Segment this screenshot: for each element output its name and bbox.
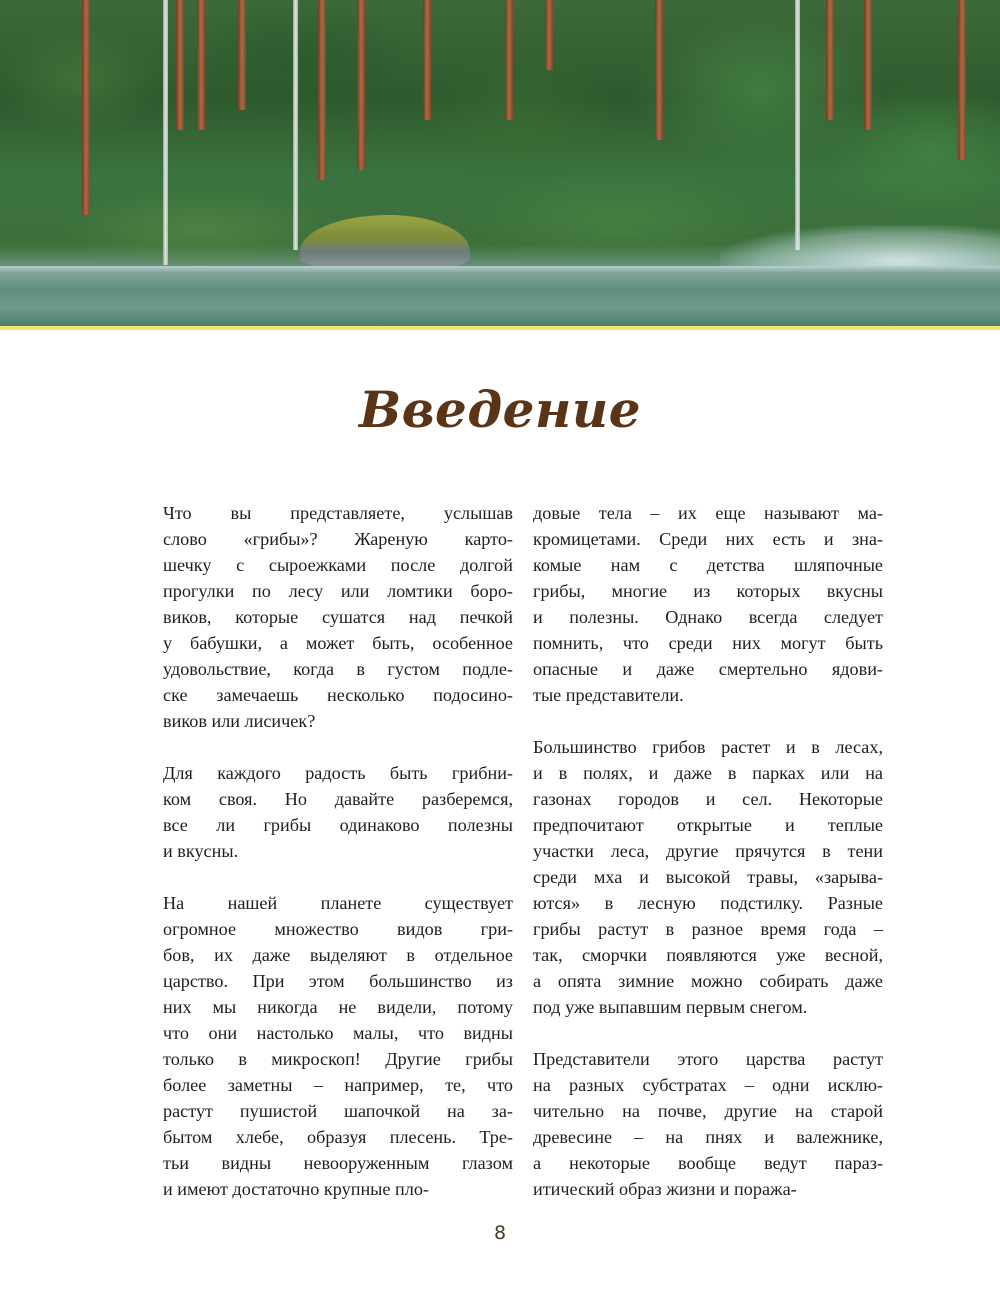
pine-trunk <box>864 0 872 130</box>
text-line: что они настолько малы, что видны <box>163 1023 513 1043</box>
paragraph <box>533 734 883 1020</box>
text-column-left <box>163 500 513 1228</box>
text-line: бов, их даже выделяют в отдельное <box>163 945 513 965</box>
birch-trunk <box>293 0 298 250</box>
text-line: довые тела – их еще называют ма- <box>533 503 883 523</box>
text-line: виков или лисичек? <box>163 711 316 731</box>
birch-trunk <box>795 0 800 250</box>
pine-trunk <box>176 0 184 130</box>
pine-trunk <box>958 0 966 160</box>
pine-trunk <box>197 0 205 130</box>
pine-trunk <box>826 0 834 120</box>
text-line: растут пушистой шапочкой на за- <box>163 1101 513 1121</box>
text-line: все ли грибы одинаково полезны <box>163 815 513 835</box>
text-line: них мы никогда не видели, потому <box>163 997 513 1017</box>
pine-trunk <box>238 0 246 110</box>
text-line: Что вы представляете, услышав <box>163 503 513 523</box>
text-line: на разных субстратах – одни исклю- <box>533 1075 883 1095</box>
text-line: только в микроскоп! Другие грибы <box>163 1049 513 1069</box>
forest-lake-banner-image <box>0 0 1000 326</box>
text-line: а опята зимние можно собирать даже <box>533 971 883 991</box>
text-line: более заметны – например, те, что <box>163 1075 513 1095</box>
paragraph <box>533 1046 883 1202</box>
paragraph <box>163 890 513 1202</box>
pine-trunk <box>357 0 365 170</box>
text-line: ске замечаешь несколько подосино- <box>163 685 513 705</box>
text-line: ком своя. Но давайте разберемся, <box>163 789 513 809</box>
text-line: среди мха и высокой травы, «зарыва- <box>533 867 883 887</box>
text-line: шечку с сыроежками после долгой <box>163 555 513 575</box>
text-line: опасные и даже смертельно ядови- <box>533 659 883 679</box>
text-line: На нашей планете существует <box>163 893 513 913</box>
lake-water <box>0 266 1000 326</box>
text-line: кромицетами. Среди них есть и зна- <box>533 529 883 549</box>
text-line: Большинство грибов растет и в лесах, <box>533 737 883 757</box>
text-line: итический образ жизни и поража- <box>533 1179 797 1199</box>
text-line: и полезны. Однако всегда следует <box>533 607 883 627</box>
text-line: древесине – на пнях и валежнике, <box>533 1127 883 1147</box>
pine-trunk <box>82 0 90 215</box>
chapter-title: Введение <box>358 380 642 439</box>
text-line: царство. При этом большинство из <box>163 971 513 991</box>
text-line: а некоторые вообще ведут параз- <box>533 1153 883 1173</box>
text-line: комые нам с детства шляпочные <box>533 555 883 575</box>
pine-trunk <box>505 0 513 120</box>
paragraph <box>533 500 883 708</box>
text-line: огромное множество видов гри- <box>163 919 513 939</box>
page-number: 8 <box>493 1222 507 1244</box>
paragraph <box>163 760 513 864</box>
pine-trunk <box>318 0 326 180</box>
text-line: ются» в лесную подстилку. Разные <box>533 893 883 913</box>
pine-trunk <box>655 0 663 140</box>
text-line: прогулки по лесу или ломтики боро- <box>163 581 513 601</box>
text-line: участки леса, другие прячутся в тени <box>533 841 883 861</box>
text-line: и имеют достаточно крупные пло- <box>163 1179 429 1199</box>
pine-trunk <box>545 0 553 70</box>
text-line: помнить, что среди них могут быть <box>533 633 883 653</box>
text-line: предпочитают открытые и теплые <box>533 815 883 835</box>
text-line: и в полях, и даже в парках или на <box>533 763 883 783</box>
text-line: тые представители. <box>533 685 684 705</box>
text-line: грибы растут в разное время года – <box>533 919 883 939</box>
text-line: и вкусны. <box>163 841 239 861</box>
text-line: так, сморчки появляются уже весной, <box>533 945 883 965</box>
text-column-right <box>533 500 883 1228</box>
text-line: Для каждого радость быть грибни- <box>163 763 513 783</box>
text-line: под уже выпавшим первым снегом. <box>533 997 808 1017</box>
yellow-accent-rule <box>0 326 1000 330</box>
text-line: газонах городов и сел. Некоторые <box>533 789 883 809</box>
text-line: виков, которые сушатся над печкой <box>163 607 513 627</box>
text-line: грибы, многие из которых вкусны <box>533 581 883 601</box>
text-line: тьи видны невооруженным глазом <box>163 1153 513 1173</box>
paragraph <box>163 500 513 734</box>
text-line: Представители этого царства растут <box>533 1049 883 1069</box>
text-line: у бабушки, а может быть, особенное <box>163 633 513 653</box>
pine-trunk <box>423 0 431 120</box>
text-line: бытом хлебе, образуя плесень. Тре- <box>163 1127 513 1147</box>
text-line: чительно на почве, другие на старой <box>533 1101 883 1121</box>
birch-trunk <box>163 0 168 265</box>
text-line: удовольствие, когда в густом подле- <box>163 659 513 679</box>
text-line: слово «грибы»? Жареную карто- <box>163 529 513 549</box>
